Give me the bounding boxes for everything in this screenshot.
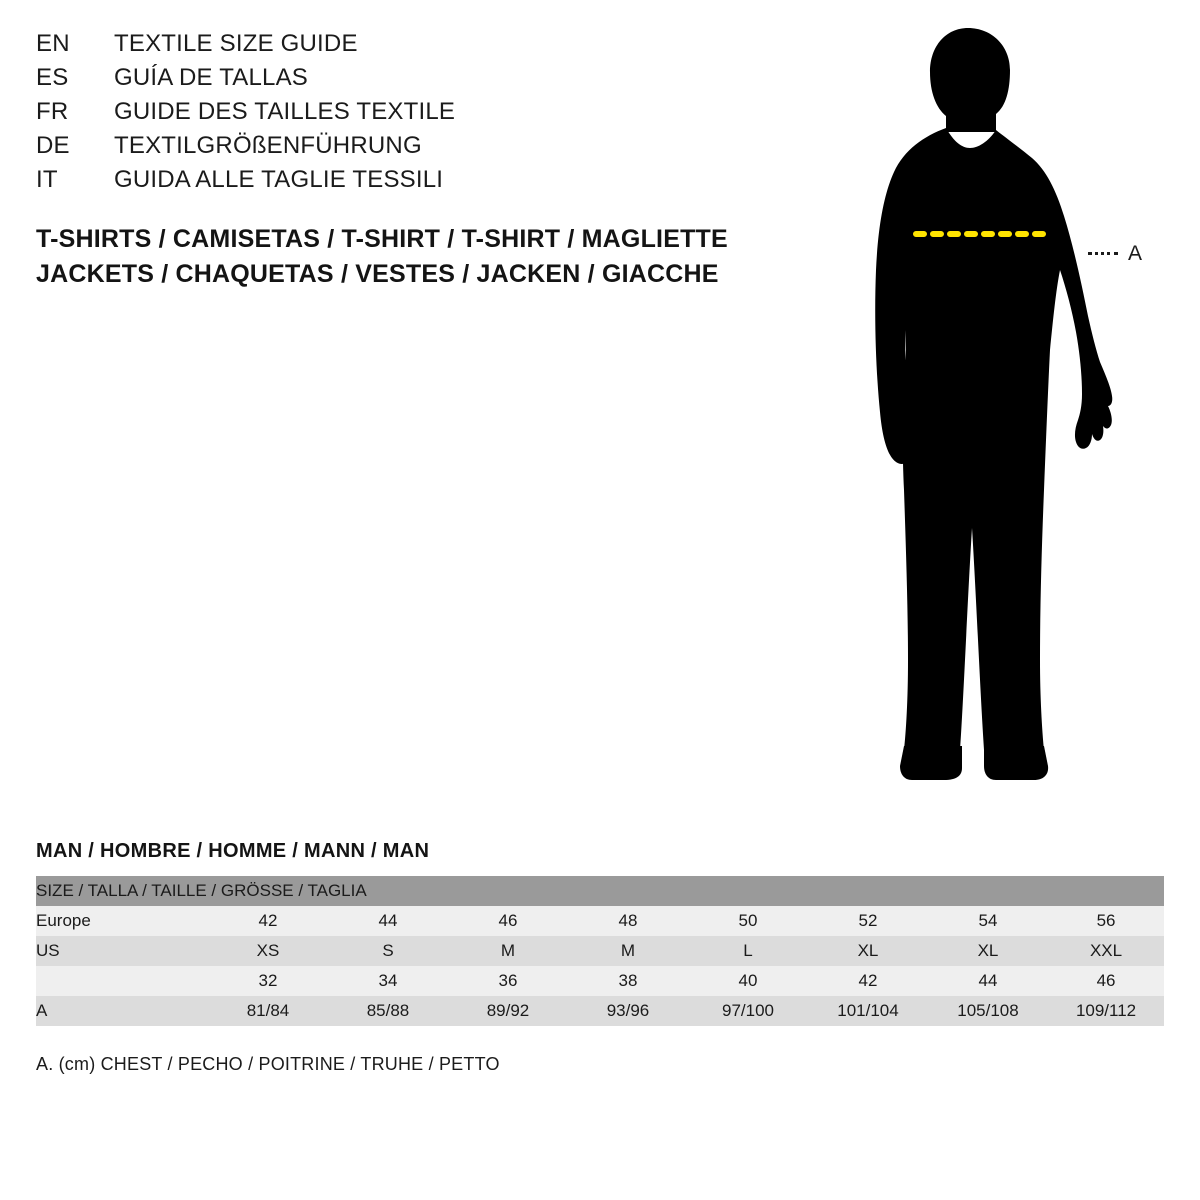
- silhouette-icon: [820, 20, 1180, 790]
- language-code: ES: [36, 64, 69, 91]
- language-row: [36, 30, 736, 64]
- cell-value: 93/96: [568, 996, 688, 1026]
- language-code: EN: [36, 30, 70, 57]
- table-row: [36, 906, 1164, 936]
- language-title: TEXTILGRÖßENFÜHRUNG: [114, 132, 422, 159]
- language-row: [36, 132, 736, 166]
- cell-value: 38: [568, 966, 688, 996]
- cell-value: 105/108: [928, 996, 1048, 1026]
- cell-value: L: [688, 936, 808, 966]
- cell-value: 109/112: [1048, 996, 1164, 1026]
- cell-value: 42: [808, 966, 928, 996]
- cell-value: XXL: [1048, 936, 1164, 966]
- cell-value: 42: [208, 906, 328, 936]
- cell-value: 101/104: [808, 996, 928, 1026]
- cell-value: 32: [208, 966, 328, 996]
- table-footnote: A. (cm) CHEST / PECHO / POITRINE / TRUHE / PETTO: [36, 1054, 500, 1074]
- row-label: Europe: [36, 906, 208, 936]
- cell-value: 48: [568, 906, 688, 936]
- cell-value: 46: [448, 906, 568, 936]
- cell-value: 46: [1048, 966, 1164, 996]
- size-table-section: [36, 840, 1164, 1075]
- cell-value: XL: [808, 936, 928, 966]
- cell-value: XS: [208, 936, 328, 966]
- cell-value: S: [328, 936, 448, 966]
- table-header-row: [36, 876, 1164, 906]
- cell-value: 50: [688, 906, 808, 936]
- table-group-heading: MAN / HOMBRE / HOMME / MANN / MAN: [36, 840, 430, 862]
- cell-value: XL: [928, 936, 1048, 966]
- cell-value: 40: [688, 966, 808, 996]
- table-row: [36, 996, 1164, 1026]
- language-row: [36, 98, 736, 132]
- measure-leader-dash: [1088, 252, 1118, 255]
- table-header-label: SIZE / TALLA / TAILLE / GRÖSSE / TAGLIA: [36, 876, 1164, 906]
- row-label: [36, 966, 208, 996]
- cell-value: 85/88: [328, 996, 448, 1026]
- cell-value: 44: [328, 906, 448, 936]
- cell-value: 54: [928, 906, 1048, 936]
- cell-value: M: [568, 936, 688, 966]
- language-title: GUIDA ALLE TAGLIE TESSILI: [114, 166, 444, 193]
- category-line-tshirts: T-SHIRTS / CAMISETAS / T-SHIRT / T-SHIRT / MAGLIETTE: [36, 225, 728, 253]
- language-title: TEXTILE SIZE GUIDE: [114, 30, 358, 57]
- row-label: A: [36, 996, 208, 1026]
- language-row: [36, 166, 736, 200]
- cell-value: 44: [928, 966, 1048, 996]
- measure-label-a: A: [1128, 242, 1143, 265]
- cell-value: 89/92: [448, 996, 568, 1026]
- table-row: [36, 936, 1164, 966]
- row-label: US: [36, 936, 208, 966]
- language-title: GUIDE DES TAILLES TEXTILE: [114, 98, 456, 125]
- cell-value: 97/100: [688, 996, 808, 1026]
- language-code: IT: [36, 166, 58, 193]
- language-title: GUÍA DE TALLAS: [114, 64, 308, 91]
- table-row: [36, 966, 1164, 996]
- size-table: [36, 876, 1164, 1026]
- cell-value: 34: [328, 966, 448, 996]
- garment-category-block: [36, 222, 796, 292]
- cell-value: 56: [1048, 906, 1164, 936]
- cell-value: 36: [448, 966, 568, 996]
- language-row: [36, 64, 736, 98]
- cell-value: 81/84: [208, 996, 328, 1026]
- cell-value: M: [448, 936, 568, 966]
- language-code: DE: [36, 132, 70, 159]
- body-silhouette-figure: [820, 20, 1180, 790]
- language-code: FR: [36, 98, 69, 125]
- category-line-jackets: JACKETS / CHAQUETAS / VESTES / JACKEN / GIACCHE: [36, 260, 719, 288]
- cell-value: 52: [808, 906, 928, 936]
- language-title-list: [36, 30, 736, 200]
